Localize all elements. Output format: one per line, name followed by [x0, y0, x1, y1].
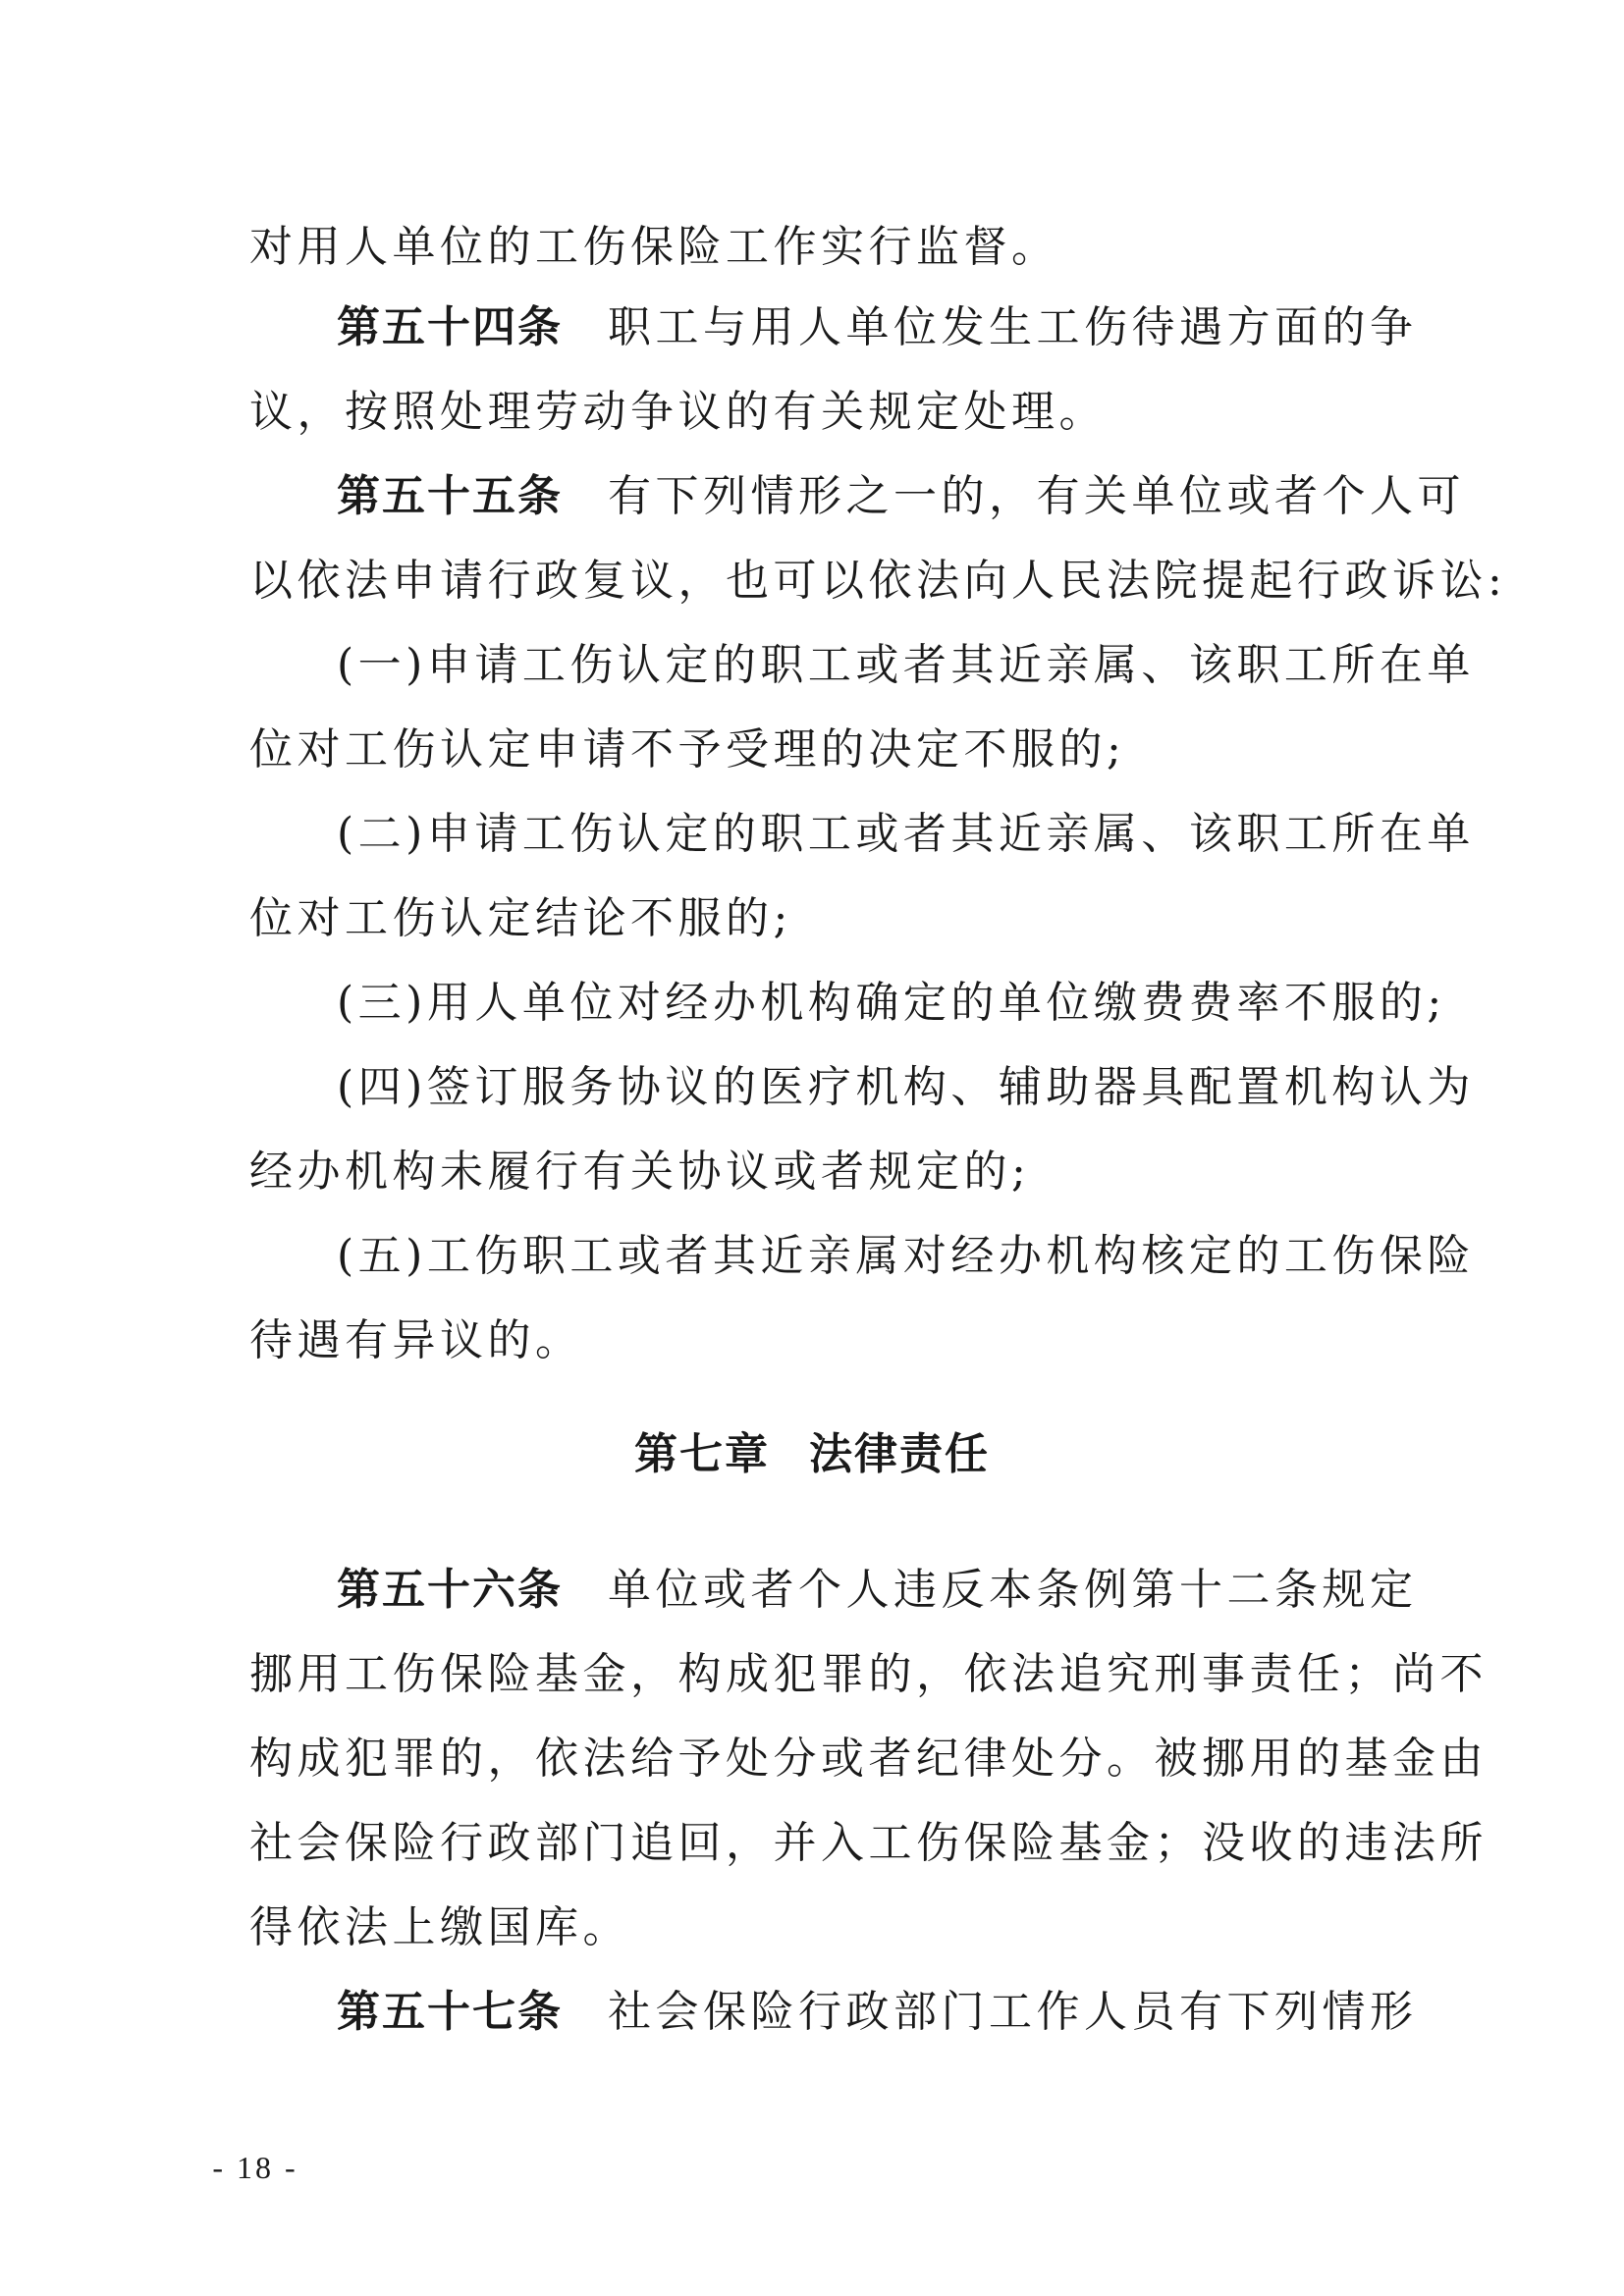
article-label: 第五十六条 — [337, 1565, 563, 1615]
text-line: 位对工伤认定申请不予受理的决定不服的; — [249, 724, 1126, 774]
text-line: 待遇有异议的。 — [249, 1315, 583, 1365]
article-54-line: 第五十四条 职工与用人单位发生工伤待遇方面的争 — [337, 302, 1418, 352]
article-57-line: 第五十七条 社会保险行政部门工作人员有下列情形 — [337, 1987, 1418, 2037]
text-line: 得依法上缴国库。 — [249, 1902, 630, 1952]
text-line: 经办机构未履行有关协议或者规定的; — [249, 1147, 1031, 1197]
chapter-heading — [0, 1425, 1624, 1484]
list-item-5: (五)工伤职工或者其近亲属对经办机构核定的工伤保险 — [337, 1231, 1475, 1281]
article-56-line: 第五十六条 单位或者个人违反本条例第十二条规定 — [337, 1565, 1418, 1615]
text-line: 以依法申请行政复议，也可以依法向人民法院提起行政诉讼: — [249, 556, 1507, 606]
text-line: 位对工伤认定结论不服的; — [249, 893, 792, 943]
chapter-title: 法律责任 — [809, 1429, 990, 1479]
page-number: - 18 - — [212, 2150, 298, 2185]
text-line: 挪用工伤保险基金，构成犯罪的，依法追究刑事责任；尚不 — [249, 1649, 1488, 1699]
chapter-number: 第七章 — [634, 1429, 770, 1479]
list-item-4: (四)签订服务协议的医疗机构、辅助器具配置机构认为 — [337, 1062, 1475, 1112]
text-line: 议，按照处理劳动争议的有关规定处理。 — [249, 387, 1107, 437]
text-line: 构成犯罪的，依法给予处分或者纪律处分。被挪用的基金由 — [249, 1734, 1488, 1784]
article-label: 第五十七条 — [337, 1987, 563, 2037]
article-label: 第五十五条 — [337, 471, 563, 521]
list-item-1: (一)申请工伤认定的职工或者其近亲属、该职工所在单 — [337, 640, 1475, 690]
text-line: 社会保险行政部门追回，并入工伤保险基金；没收的违法所 — [249, 1818, 1488, 1868]
article-55-line: 第五十五条 有下列情形之一的，有关单位或者个人可 — [337, 471, 1465, 521]
text-line: 对用人单位的工伤保险工作实行监督。 — [249, 222, 1059, 272]
list-item-3: (三)用人单位对经办机构确定的单位缴费费率不服的; — [337, 978, 1446, 1028]
article-label: 第五十四条 — [337, 302, 563, 352]
list-item-2: (二)申请工伤认定的职工或者其近亲属、该职工所在单 — [337, 809, 1475, 859]
